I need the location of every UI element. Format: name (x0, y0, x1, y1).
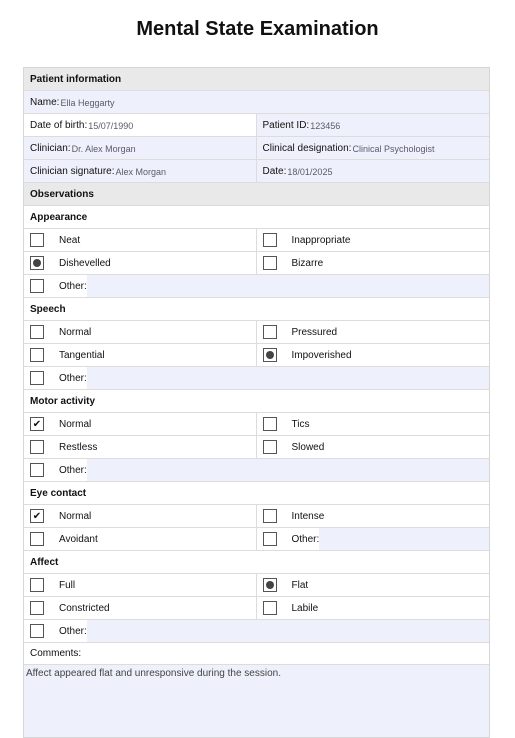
clinician-value: Dr. Alex Morgan (71, 144, 136, 154)
inappropriate-label: Inappropriate (291, 234, 351, 246)
designation-field[interactable] (257, 137, 490, 159)
bizarre-label: Bizarre (291, 257, 324, 269)
designation-label: Clinical designation: (262, 142, 352, 154)
affect-other-label: Other: (59, 625, 87, 637)
eye-other-checkbox[interactable] (263, 532, 277, 546)
clinician-label: Clinician: (30, 142, 71, 154)
name-field[interactable] (24, 91, 489, 113)
motor-normal-label: Normal (59, 418, 92, 430)
comments-textarea[interactable]: Affect appeared flat and unresponsive during the session. (24, 665, 489, 737)
patient-id-label: Patient ID: (262, 119, 310, 131)
appearance-title: Appearance (24, 206, 489, 229)
eye-row-1 (24, 505, 489, 528)
appearance-neat-option[interactable] (24, 229, 257, 251)
speech-row-1 (24, 321, 489, 344)
dishevelled-checkbox[interactable] (30, 256, 44, 270)
dob-value: 15/07/1990 (88, 121, 134, 131)
appearance-other-input[interactable] (87, 275, 489, 297)
dob-field[interactable] (24, 114, 257, 136)
flat-label: Flat (291, 579, 309, 591)
eye-normal-checkbox[interactable] (30, 509, 44, 523)
speech-other-label: Other: (59, 372, 87, 384)
motor-other-option[interactable] (24, 459, 489, 481)
name-row (24, 91, 489, 114)
motor-row-2 (24, 436, 489, 459)
slowed-label: Slowed (291, 441, 325, 453)
signature-label: Clinician signature: (30, 165, 115, 177)
restless-checkbox[interactable] (30, 440, 44, 454)
motor-tics-option[interactable] (257, 413, 490, 435)
motor-other-row (24, 459, 489, 482)
speech-other-option[interactable] (24, 367, 489, 389)
appearance-other-option[interactable] (24, 275, 489, 297)
name-label: Name: (30, 96, 60, 108)
tics-checkbox[interactable] (263, 417, 277, 431)
eye-title: Eye contact (24, 482, 489, 505)
filled-dot-icon (33, 259, 41, 267)
speech-title: Speech (24, 298, 489, 321)
affect-flat-option[interactable] (257, 574, 490, 596)
avoidant-label: Avoidant (59, 533, 98, 545)
clinician-row (24, 137, 489, 160)
tics-label: Tics (291, 418, 310, 430)
motor-title: Motor activity (24, 390, 489, 413)
appearance-other-checkbox[interactable] (30, 279, 44, 293)
name-value: Ella Heggarty (60, 98, 115, 108)
appearance-other-label: Other: (59, 280, 87, 292)
affect-constricted-option[interactable] (24, 597, 257, 619)
avoidant-checkbox[interactable] (30, 532, 44, 546)
affect-other-checkbox[interactable] (30, 624, 44, 638)
eye-other-input[interactable] (319, 528, 489, 550)
appearance-dishevelled-option[interactable] (24, 252, 257, 274)
patient-info-header: Patient information (24, 68, 489, 91)
patient-id-field[interactable] (257, 114, 490, 136)
observations-header: Observations (24, 183, 489, 206)
speech-normal-label: Normal (59, 326, 92, 338)
eye-other-label: Other: (291, 533, 320, 545)
speech-other-checkbox[interactable] (30, 371, 44, 385)
labile-checkbox[interactable] (263, 601, 277, 615)
date-label: Date: (262, 165, 287, 177)
slowed-checkbox[interactable] (263, 440, 277, 454)
speech-other-row (24, 367, 489, 390)
page-title: Mental State Examination (136, 18, 379, 40)
inappropriate-checkbox[interactable] (263, 233, 277, 247)
exam-form (23, 67, 490, 738)
impoverished-label: Impoverished (291, 349, 352, 361)
intense-label: Intense (291, 510, 325, 522)
labile-label: Labile (291, 602, 319, 614)
clinician-field[interactable] (24, 137, 257, 159)
full-checkbox[interactable] (30, 578, 44, 592)
affect-full-option[interactable] (24, 574, 257, 596)
motor-normal-checkbox[interactable] (30, 417, 44, 431)
dishevelled-label: Dishevelled (59, 257, 111, 269)
affect-other-row (24, 620, 489, 643)
pressured-checkbox[interactable] (263, 325, 277, 339)
bizarre-checkbox[interactable] (263, 256, 277, 270)
motor-other-checkbox[interactable] (30, 463, 44, 477)
impoverished-checkbox[interactable] (263, 348, 277, 362)
check-icon: ✔ (32, 418, 42, 430)
appearance-row-1 (24, 229, 489, 252)
signature-field[interactable] (24, 160, 257, 182)
speech-normal-checkbox[interactable] (30, 325, 44, 339)
pressured-label: Pressured (291, 326, 338, 338)
motor-other-input[interactable] (87, 459, 489, 481)
appearance-bizarre-option[interactable] (257, 252, 490, 274)
eye-avoidant-option[interactable] (24, 528, 257, 550)
filled-dot-icon (266, 351, 274, 359)
neat-checkbox[interactable] (30, 233, 44, 247)
speech-normal-option[interactable] (24, 321, 257, 343)
affect-row-2 (24, 597, 489, 620)
affect-title: Affect (24, 551, 489, 574)
eye-normal-option[interactable] (24, 505, 257, 527)
speech-pressured-option[interactable] (257, 321, 490, 343)
affect-row-1 (24, 574, 489, 597)
affect-labile-option[interactable] (257, 597, 490, 619)
speech-other-input[interactable] (87, 367, 489, 389)
appearance-inappropriate-option[interactable] (257, 229, 490, 251)
constricted-label: Constricted (59, 602, 110, 614)
speech-row-2 (24, 344, 489, 367)
intense-checkbox[interactable] (263, 509, 277, 523)
constricted-checkbox[interactable] (30, 601, 44, 615)
filled-dot-icon (266, 581, 274, 589)
appearance-other-row (24, 275, 489, 298)
motor-restless-option[interactable] (24, 436, 257, 458)
eye-other-option[interactable] (257, 528, 490, 550)
dob-id-row (24, 114, 489, 137)
full-label: Full (59, 579, 76, 591)
date-field[interactable] (257, 160, 490, 182)
speech-tangential-option[interactable] (24, 344, 257, 366)
motor-other-label: Other: (59, 464, 87, 476)
neat-label: Neat (59, 234, 81, 246)
restless-label: Restless (59, 441, 98, 453)
check-icon: ✔ (32, 510, 42, 522)
designation-value: Clinical Psychologist (352, 144, 435, 154)
signature-value: Alex Morgan (115, 167, 167, 177)
patient-id-value: 123456 (310, 121, 341, 131)
flat-checkbox[interactable] (263, 578, 277, 592)
affect-other-input[interactable] (87, 620, 489, 642)
appearance-row-2 (24, 252, 489, 275)
speech-impoverished-option[interactable] (257, 344, 490, 366)
signature-row (24, 160, 489, 183)
affect-other-option[interactable] (24, 620, 489, 642)
motor-normal-option[interactable] (24, 413, 257, 435)
eye-normal-label: Normal (59, 510, 92, 522)
tangential-checkbox[interactable] (30, 348, 44, 362)
dob-label: Date of birth: (30, 119, 88, 131)
motor-row-1 (24, 413, 489, 436)
comments-label: Comments: (24, 643, 489, 665)
eye-intense-option[interactable] (257, 505, 490, 527)
eye-row-2 (24, 528, 489, 551)
motor-slowed-option[interactable] (257, 436, 490, 458)
tangential-label: Tangential (59, 349, 105, 361)
date-value: 18/01/2025 (287, 167, 333, 177)
